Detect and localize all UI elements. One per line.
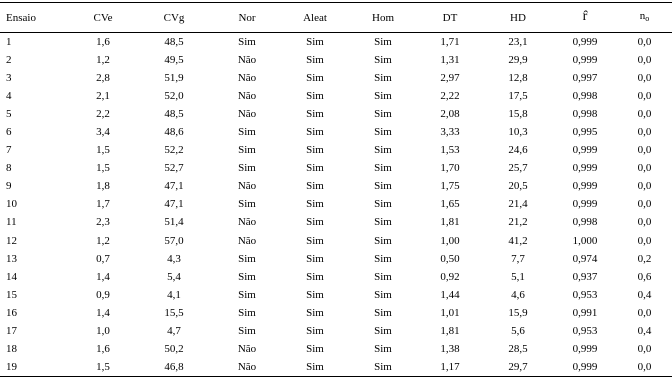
cell-r-hat: 0,999 [572,35,598,48]
cell-cvg: 57,0 [164,234,184,247]
table-row [0,250,672,268]
table-row [0,159,672,177]
cell-hom: Sim [374,216,392,229]
cell-n-o: 0,0 [637,306,652,319]
col-header-hom: Hom [348,3,418,33]
cell-cve: 1,4 [96,306,110,319]
cell-hd: 15,8 [508,107,528,120]
col-header-hd: HD [482,3,554,33]
cell-cvg: 48,5 [164,35,184,48]
cell-hd: 20,5 [508,180,528,193]
cell-aleat: Sim [306,144,324,157]
cell-r-hat: 0,999 [572,180,598,193]
cell-cve: 1,5 [96,144,110,157]
cell-cve: 1,7 [96,198,110,211]
table-row [0,340,672,358]
cell-hom: Sim [374,89,392,102]
cell-hd: 5,6 [511,325,525,338]
cell-cve: 3,4 [96,126,110,139]
cell-ensaio: 5 [6,107,12,120]
cell-r-hat: 0,991 [572,306,598,319]
cell-ensaio: 9 [6,180,12,193]
cell-n-o: 0,0 [637,234,652,247]
cell-hom: Sim [374,180,392,193]
table-row [0,195,672,213]
r-hat-symbol: r̂ [582,8,588,24]
cell-ensaio: 6 [6,126,12,139]
cell-dt: 2,22 [440,89,460,102]
cell-n-o: 0,0 [616,358,672,376]
table-row [0,105,672,123]
cell-nor: Sim [238,198,256,211]
cell-dt: 1,81 [440,325,460,338]
cell-nor: Sim [238,126,256,139]
cell-aleat: Sim [306,288,324,301]
cell-cve: 2,1 [96,89,110,102]
cell-r-hat: 0,999 [554,358,616,376]
cell-n-o: 0,0 [637,89,652,102]
cell-nor: Não [237,71,257,84]
cell-hd: 10,3 [508,126,528,139]
cell-cve: 1,0 [96,325,110,338]
cell-hd: 5,1 [511,270,525,283]
cell-ensaio: 11 [6,216,17,229]
cell-nor: Sim [238,252,256,265]
cell-aleat: Sim [306,71,324,84]
cell-hd: 21,2 [508,216,528,229]
cell-hom: Sim [374,162,392,175]
table-row [0,87,672,105]
cell-aleat: Sim [306,107,324,120]
cell-aleat: Sim [306,234,324,247]
cell-hd: 12,8 [508,71,528,84]
cell-dt: 0,50 [440,252,460,265]
cell-cvg: 15,5 [164,306,184,319]
cell-cvg: 51,9 [164,71,184,84]
cell-hd: 23,1 [508,35,528,48]
cell-hom: Sim [374,144,392,157]
cell-hd: 7,7 [511,252,525,265]
cell-cvg: 46,8 [136,358,212,376]
cell-r-hat: 0,995 [572,126,598,139]
cell-dt: 2,08 [440,107,460,120]
cell-dt: 1,53 [440,144,460,157]
cell-nor: Sim [238,325,256,338]
cell-n-o: 0,6 [637,270,652,283]
cell-dt: 3,33 [440,126,460,139]
cell-cvg: 47,1 [164,180,184,193]
cell-hd: 28,5 [508,343,528,356]
cell-cve: 0,7 [96,252,110,265]
cell-nor: Sim [238,35,256,48]
cell-aleat: Sim [306,53,324,66]
cell-r-hat: 0,999 [572,162,598,175]
table-row [0,69,672,87]
cell-nor: Sim [238,288,256,301]
cell-hom: Sim [374,306,392,319]
cell-nor: Não [237,180,257,193]
cell-ensaio: 17 [6,325,17,338]
cell-dt: 1,00 [440,234,460,247]
cell-hom: Sim [374,71,392,84]
cell-hom: Sim [374,325,392,338]
cell-cve: 2,2 [96,107,110,120]
col-header-aleat: Aleat [282,3,348,33]
cell-n-o: 0,4 [637,288,652,301]
col-header-nor: Nor [212,3,282,33]
table-row [0,304,672,322]
cell-hom: Sim [374,198,392,211]
cell-n-o: 0,0 [637,144,652,157]
cell-nor: Sim [238,306,256,319]
cell-cve: 1,6 [96,35,110,48]
cell-ensaio: 13 [6,252,17,265]
cell-cve: 0,9 [96,288,110,301]
cell-ensaio: 3 [6,71,12,84]
cell-dt: 1,01 [440,306,460,319]
cell-cvg: 52,0 [164,89,184,102]
cell-aleat: Sim [306,126,324,139]
table-row [0,286,672,304]
cell-aleat: Sim [306,325,324,338]
cell-hom: Sim [374,53,392,66]
cell-cvg: 48,6 [164,126,184,139]
cell-hom: Sim [374,234,392,247]
col-header-dt: DT [418,3,482,33]
cell-dt: 1,75 [440,180,460,193]
cell-ensaio: 2 [6,53,12,66]
table-row [0,123,672,141]
col-header-ensaio: Ensaio [0,3,70,33]
cell-aleat: Sim [306,306,324,319]
cell-n-o: 0,0 [637,126,652,139]
cell-n-o: 0,0 [637,71,652,84]
cell-n-o: 0,0 [637,343,652,356]
cell-r-hat: 0,974 [572,252,598,265]
cell-dt: 1,70 [440,162,460,175]
cell-hom: Sim [374,35,392,48]
cell-dt: 1,31 [440,53,460,66]
col-header-n-o [616,3,672,33]
cell-cve: 1,2 [96,53,110,66]
n-symbol: n [639,10,646,22]
cell-n-o: 0,0 [637,216,652,229]
col-header-cvg: CVg [136,3,212,33]
cell-n-o: 0,0 [637,107,652,120]
cell-r-hat: 0,937 [572,270,598,283]
cell-cvg: 4,7 [167,325,181,338]
cell-cve: 1,6 [96,343,110,356]
cell-ensaio: 14 [6,270,17,283]
cell-cve: 2,8 [96,71,110,84]
cell-hom: Sim [374,343,392,356]
cell-cve: 2,3 [96,216,110,229]
cell-r-hat: 0,999 [572,343,598,356]
cell-dt: 1,65 [440,198,460,211]
cell-dt: 2,97 [440,71,460,84]
cell-cvg: 4,3 [167,252,181,265]
cell-hom: Sim [374,288,392,301]
cell-r-hat: 1,000 [572,234,598,247]
cell-n-o: 0,2 [637,252,652,265]
cell-cvg: 49,5 [164,53,184,66]
cell-n-o: 0,0 [637,180,652,193]
table-row [0,322,672,340]
cell-aleat: Sim [306,162,324,175]
cell-cve: 1,5 [96,162,110,175]
cell-aleat: Sim [306,198,324,211]
cell-cvg: 5,4 [167,270,181,283]
table-row [0,213,672,231]
cell-ensaio: 15 [6,288,17,301]
cell-cve: 1,4 [96,270,110,283]
cell-aleat: Sim [306,35,324,48]
table-row [0,268,672,286]
cell-r-hat: 0,997 [572,71,598,84]
cell-n-o: 0,4 [637,325,652,338]
table-row [0,33,672,51]
cell-dt: 1,17 [418,358,482,376]
cell-aleat: Sim [282,358,348,376]
cell-cvg: 48,5 [164,107,184,120]
cell-nor: Não [237,234,257,247]
cell-nor: Não [237,53,257,66]
cell-ensaio: 16 [6,306,17,319]
cell-cvg: 47,1 [164,198,184,211]
cell-dt: 1,81 [440,216,460,229]
cell-cvg: 52,7 [164,162,184,175]
cell-cvg: 52,2 [164,144,184,157]
cell-r-hat: 0,998 [572,216,598,229]
cell-dt: 1,38 [440,343,460,356]
cell-hom: Sim [374,126,392,139]
table-row [0,232,672,250]
cell-ensaio: 19 [0,358,70,376]
cell-cvg: 4,1 [167,288,181,301]
cell-ensaio: 7 [6,144,12,157]
cell-aleat: Sim [306,343,324,356]
cell-nor: Não [237,216,257,229]
cell-ensaio: 10 [6,198,17,211]
o-subscript: o [645,14,650,23]
cell-hd: 21,4 [508,198,528,211]
cell-n-o: 0,0 [637,198,652,211]
cell-nor: Sim [238,144,256,157]
cell-hom: Sim [374,252,392,265]
cell-ensaio: 4 [6,89,12,102]
cell-nor: Sim [238,270,256,283]
cell-cvg: 51,4 [164,216,184,229]
header-row [0,3,672,33]
cell-r-hat: 0,953 [572,288,598,301]
cell-cve: 1,8 [96,180,110,193]
cell-cve: 1,5 [70,358,136,376]
cell-aleat: Sim [306,89,324,102]
cell-n-o: 0,0 [637,35,652,48]
cell-n-o: 0,0 [637,162,652,175]
col-header-r-hat [554,3,616,33]
cell-aleat: Sim [306,270,324,283]
cell-hd: 4,6 [511,288,525,301]
cell-ensaio: 1 [6,35,12,48]
cell-dt: 1,71 [440,35,460,48]
cell-hd: 41,2 [508,234,528,247]
cell-r-hat: 0,998 [572,107,598,120]
cell-n-o: 0,0 [637,53,652,66]
cell-r-hat: 0,953 [572,325,598,338]
cell-hd: 24,6 [508,144,528,157]
table-row [0,177,672,195]
cell-hom: Sim [374,270,392,283]
cell-r-hat: 0,999 [572,53,598,66]
cell-hd: 15,9 [508,306,528,319]
cell-aleat: Sim [306,216,324,229]
cell-hd: 29,9 [508,53,528,66]
cell-nor: Não [237,107,257,120]
cell-r-hat: 0,999 [572,198,598,211]
cell-ensaio: 8 [6,162,12,175]
cell-r-hat: 0,999 [572,144,598,157]
table-row [0,358,672,376]
cell-cvg: 50,2 [164,343,184,356]
cell-hd: 17,5 [508,89,528,102]
table-row [0,51,672,69]
results-table [0,2,672,377]
cell-nor: Sim [238,162,256,175]
table-body [0,33,672,377]
cell-r-hat: 0,998 [572,89,598,102]
table-row [0,141,672,159]
cell-hom: Sim [374,107,392,120]
cell-aleat: Sim [306,180,324,193]
cell-nor: Não [237,89,257,102]
col-header-cve: CVe [70,3,136,33]
cell-hom: Sim [348,358,418,376]
data-table-container [0,2,672,373]
cell-cve: 1,2 [96,234,110,247]
cell-dt: 0,92 [440,270,460,283]
cell-aleat: Sim [306,252,324,265]
cell-ensaio: 18 [6,343,17,356]
cell-ensaio: 12 [6,234,17,247]
cell-hd: 25,7 [508,162,528,175]
table-header [0,3,672,33]
cell-nor: Não [237,343,257,356]
cell-hd: 29,7 [482,358,554,376]
cell-nor: Não [212,358,282,376]
cell-dt: 1,44 [440,288,460,301]
